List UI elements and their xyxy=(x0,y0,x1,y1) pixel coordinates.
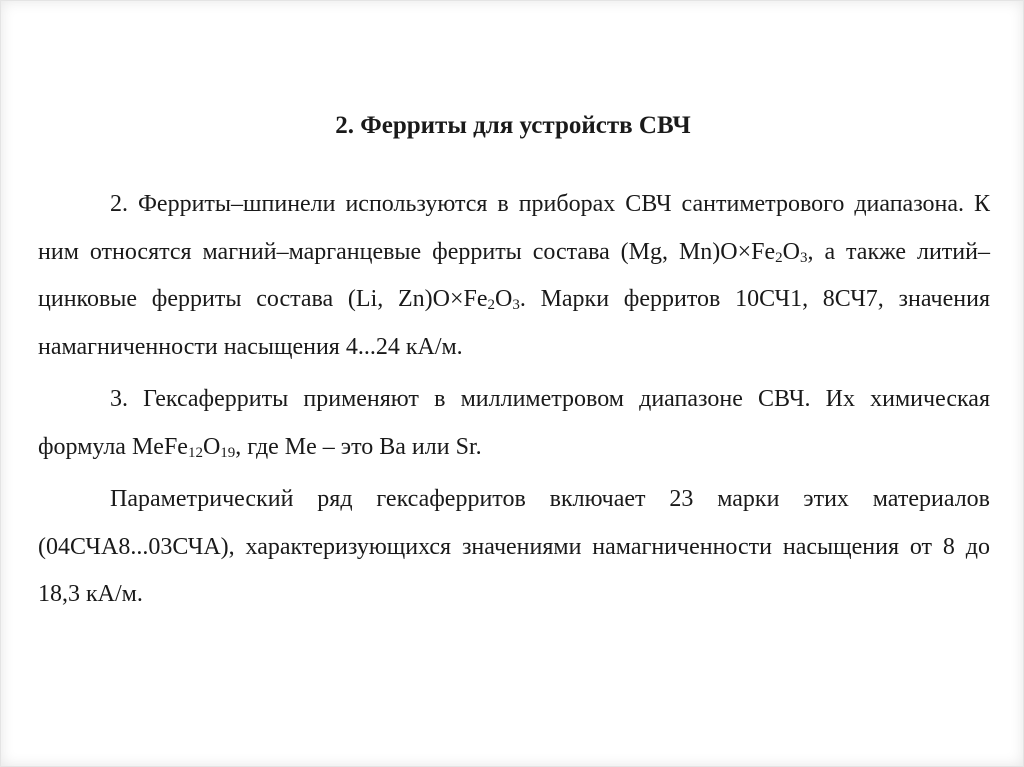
p2-subscript-1: 12 xyxy=(187,444,203,461)
p3-text-1: Параметрический ряд гексаферритов включает 23 марки этих материалов (04СЧА8...03СЧА), характеризующихся значениями намагниченности насыщения от 8 до 18,3 кА/м. xyxy=(38,486,990,607)
p1-text-3: , а также литий–цинковые ферриты состава (Li, Zn)O×Fe xyxy=(38,238,990,312)
paragraph-parametric-series xyxy=(38,476,990,619)
p2-text-1: 3. Гексаферриты применяют в миллиметровом диапазоне СВЧ. Их химическая формула MeFe xyxy=(38,386,990,460)
p1-subscript-3: 2 xyxy=(487,297,495,313)
p2-subscript-2: 19 xyxy=(220,444,236,461)
p1-text-2: O xyxy=(782,238,800,265)
paragraph-spinel-ferrites xyxy=(38,181,990,371)
paragraph-hexaferrites xyxy=(38,376,990,471)
slide-body xyxy=(38,181,990,619)
p1-text-1: 2. Ферриты–шпинели используются в приборах СВЧ сантиметрового диапазона. К ним относятся магний–марганцевые ферриты состава (Mg, Mn)O×Fe xyxy=(38,191,990,265)
p2-text-2: O xyxy=(202,433,221,460)
p1-text-5: . Марки ферритов 10СЧ1, 8СЧ7, значения намагниченности насыщения 4...24 кА/м. xyxy=(38,286,990,360)
p1-subscript-1: 2 xyxy=(775,249,783,266)
p2-text-3: , где Me – это Ba или Sr. xyxy=(235,433,482,460)
p1-subscript-4: 3 xyxy=(512,297,520,313)
slide-title: 2. Ферриты для устройств СВЧ xyxy=(335,112,691,139)
p1-text-4: O xyxy=(495,286,513,312)
p1-subscript-2: 3 xyxy=(800,249,808,266)
